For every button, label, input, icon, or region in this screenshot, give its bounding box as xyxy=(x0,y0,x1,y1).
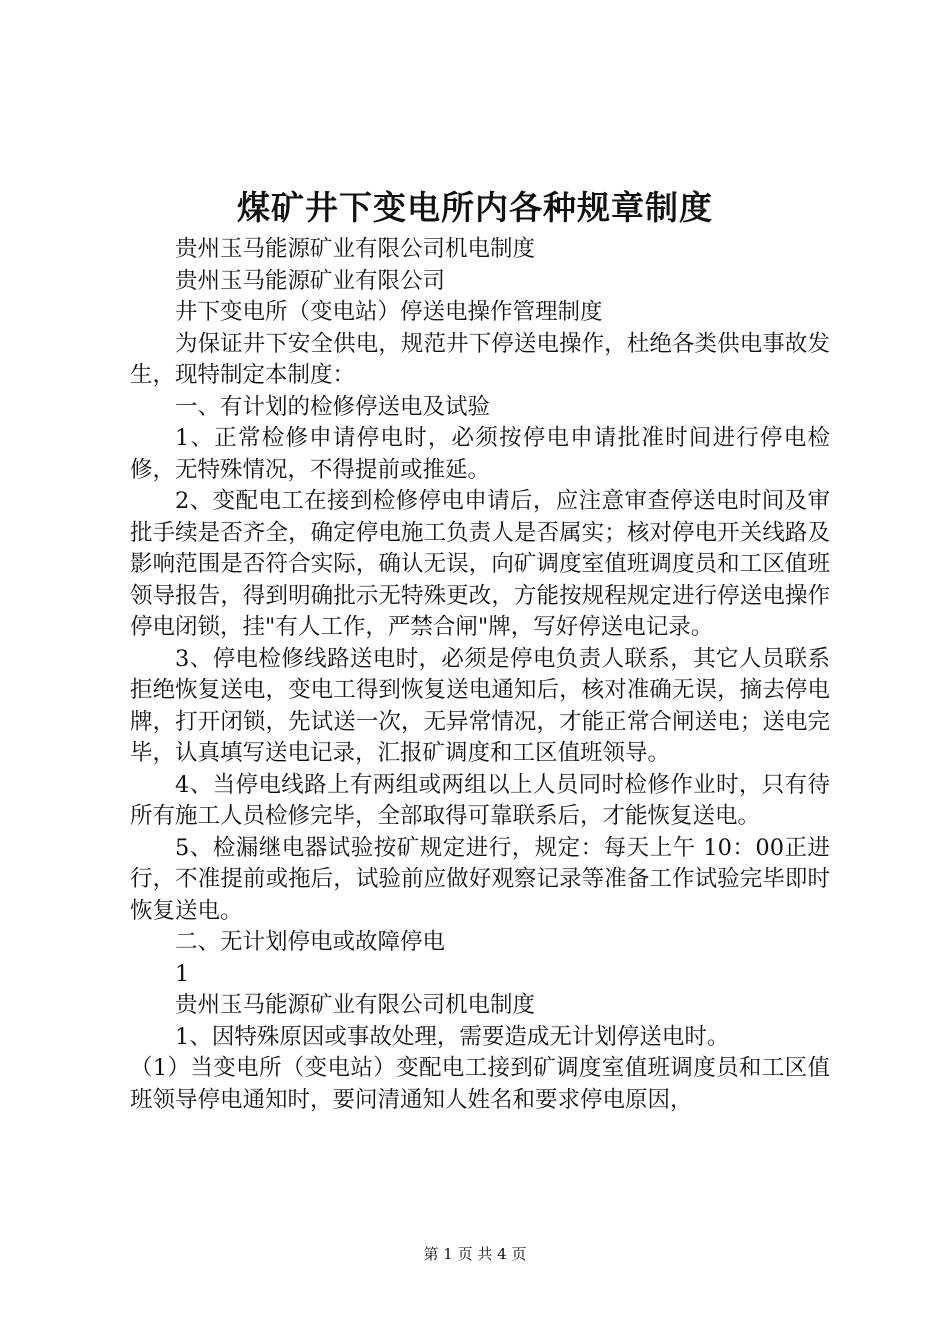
paragraph-item-2: 2、变配电工在接到检修停电申请后，应注意审查停送电时间及审批手续是否齐全，确定停电施工负责人是否属实；核对停电开关线路及影响范围是否符合实际，确认无误，向矿调度室值班调度员和工区值班领导报告，得到明确批示无特殊更改，方能按规程规定进行停送电操作停电闭锁，挂"有人工作，严禁合闸"牌，写好停送电记录。 xyxy=(130,488,830,640)
heading-unplanned-outage: 二、无计划停电或故障停电 xyxy=(175,929,446,955)
paragraph-unplanned-item-1: 1、因特殊原因或事故处理，需要造成无计划停送电时。 xyxy=(175,1023,730,1050)
paragraph-company-system: 贵州玉马能源矿业有限公司机电制度 xyxy=(175,236,536,262)
paragraph-item-3: 3、停电检修线路送电时，必须是停电负责人联系，其它人员联系拒绝恢复送电，变电工得到恢复送电通知后，核对准确无误，摘去停电牌，打开闭锁，先试送一次，无异常情况，才能正常合闸送电；送电完毕，认真填写送电记录，汇报矿调度和工区值班领导。 xyxy=(130,645,830,766)
paragraph-section-heading: 井下变电所（变电站）停送电操作管理制度 xyxy=(175,299,603,325)
heading-planned-maintenance: 一、有计划的检修停送电及试验 xyxy=(175,393,491,420)
paragraph-item-5: 5、检漏继电器试验按矿规定进行，规定：每天上午 10：00正进行，不准提前或拖后，试验前应做好观察记录等准备工作试验完毕即时恢复送电。 xyxy=(130,834,830,924)
paragraph-company-system-repeat: 贵州玉马能源矿业有限公司机电制度 xyxy=(175,992,536,1018)
document-body xyxy=(130,234,830,1116)
paragraph-intro: 为保证井下安全供电，规范井下停送电操作，杜绝各类供电事故发生，现特制定本制度： xyxy=(130,330,830,388)
paragraph-item-1: 1、正常检修申请停电时，必须按停电申请批准时间进行停电检修，无特殊情况，不得提前或推延。 xyxy=(130,425,830,483)
paragraph-item-4: 4、当停电线路上有两组或两组以上人员同时检修作业时，只有待所有施工人员检修完毕，全部取得可靠联系后，才能恢复送电。 xyxy=(130,771,830,829)
document-title: 煤矿井下变电所内各种规章制度 xyxy=(237,188,713,227)
page-number-footer: 第 1 页 共 4 页 xyxy=(423,1245,527,1263)
paragraph-company-name: 贵州玉马能源矿业有限公司 xyxy=(175,267,446,294)
paragraph-unplanned-subitem-1: （1）当变电所（变电站）变配电工接到矿调度室值班调度员和工区值班领导停电通知时，要问清通知人姓名和要求停电原因， xyxy=(130,1055,830,1113)
paragraph-page-marker: 1 xyxy=(175,960,190,987)
